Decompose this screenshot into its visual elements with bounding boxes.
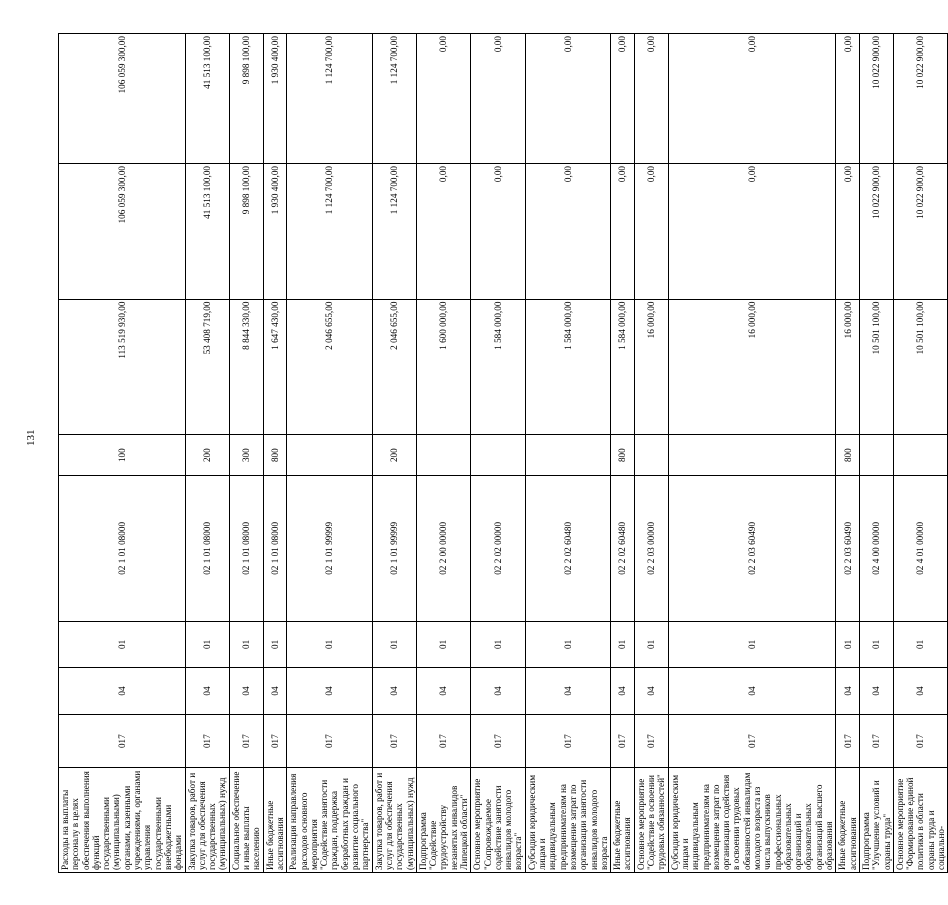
row-amount-1-cell: 53 408 719,00: [185, 299, 229, 435]
row-rz-cell: 04: [859, 668, 893, 715]
row-amount-3-cell: 1 930 400,00: [263, 34, 287, 164]
row-vr-cell: [859, 435, 893, 476]
table-row: [836, 34, 860, 873]
row-amount-1-cell: 16 000,00: [634, 299, 668, 435]
row-pr-cell: 01: [611, 621, 635, 668]
row-vr-cell: [893, 435, 947, 476]
row-ved-cell: 017: [185, 714, 229, 768]
row-csr-cell: 02 1 01 08000: [59, 476, 186, 621]
row-amount-1-cell: 1 647 430,00: [263, 299, 287, 435]
row-vr-cell: 200: [372, 435, 416, 476]
row-vr-cell: [416, 435, 470, 476]
row-ved-cell: 017: [525, 714, 610, 768]
row-name-cell: Расходы на выплаты персоналу в целях обеспечения выполнения функций государственными (муниципальными) органами, казенными учреждениями, органами управления государственными внебюджетными фондами: [59, 768, 186, 873]
row-amount-2-cell: 1 930 400,00: [263, 163, 287, 299]
table-row: [372, 34, 416, 873]
row-name-cell: Основное мероприятие "Формирование единой политики в области охраны труда и социально-: [893, 768, 947, 873]
row-amount-2-cell: 0,00: [416, 163, 470, 299]
row-ved-cell: 017: [229, 714, 263, 768]
row-ved-cell: 017: [471, 714, 525, 768]
row-name-cell: Субсидии юридическим лицам и индивидуальным предпринимателям на возмещение затрат по организации содействия в освоении трудовых обязанностей инвалидам молодого возраста из числа выпускников профессиональных образовательных организаций и образовательных организаций высшего образования: [668, 768, 836, 873]
row-vr-cell: 800: [611, 435, 635, 476]
row-pr-cell: 01: [287, 621, 372, 668]
row-rz-cell: 04: [471, 668, 525, 715]
row-csr-cell: 02 1 01 99999: [372, 476, 416, 621]
row-rz-cell: 04: [668, 668, 836, 715]
row-csr-cell: 02 2 03 60490: [668, 476, 836, 621]
row-pr-cell: 01: [668, 621, 836, 668]
row-amount-3-cell: 106 059 300,00: [59, 34, 186, 164]
row-rz-cell: 04: [372, 668, 416, 715]
row-rz-cell: 04: [611, 668, 635, 715]
row-csr-cell: 02 1 01 08000: [229, 476, 263, 621]
row-amount-3-cell: 0,00: [416, 34, 470, 164]
row-rz-cell: 04: [229, 668, 263, 715]
row-csr-cell: 02 2 03 00000: [634, 476, 668, 621]
row-vr-cell: [525, 435, 610, 476]
row-amount-2-cell: 9 898 100,00: [229, 163, 263, 299]
row-rz-cell: 04: [634, 668, 668, 715]
row-rz-cell: 04: [263, 668, 287, 715]
row-vr-cell: [471, 435, 525, 476]
row-amount-2-cell: 10 022 900,00: [859, 163, 893, 299]
row-ved-cell: 017: [263, 714, 287, 768]
row-csr-cell: 02 4 01 00000: [893, 476, 947, 621]
row-rz-cell: 04: [59, 668, 186, 715]
row-name-cell: Социальное обеспечение и иные выплаты населению: [229, 768, 263, 873]
budget-table-rotated: [58, 33, 947, 873]
row-amount-1-cell: 16 000,00: [836, 299, 860, 435]
row-pr-cell: 01: [634, 621, 668, 668]
row-amount-2-cell: 0,00: [634, 163, 668, 299]
row-rz-cell: 04: [416, 668, 470, 715]
row-ved-cell: 017: [634, 714, 668, 768]
row-amount-1-cell: 10 501 100,00: [893, 299, 947, 435]
row-pr-cell: 01: [893, 621, 947, 668]
table-row: [634, 34, 668, 873]
row-csr-cell: 02 1 01 08000: [263, 476, 287, 621]
page-number: 131: [25, 429, 37, 446]
row-rz-cell: 04: [836, 668, 860, 715]
row-csr-cell: 02 2 03 60490: [836, 476, 860, 621]
row-amount-2-cell: 0,00: [525, 163, 610, 299]
row-amount-1-cell: 1 584 000,00: [525, 299, 610, 435]
row-ved-cell: 017: [611, 714, 635, 768]
row-pr-cell: 01: [416, 621, 470, 668]
table-row: [859, 34, 893, 873]
row-pr-cell: 01: [229, 621, 263, 668]
row-name-cell: Закупка товаров, работ и услуг для обеспечения государственных (муниципальных) нужд: [185, 768, 229, 873]
row-amount-1-cell: 16 000,00: [668, 299, 836, 435]
row-rz-cell: 04: [893, 668, 947, 715]
row-amount-3-cell: 41 513 100,00: [185, 34, 229, 164]
row-vr-cell: [668, 435, 836, 476]
row-amount-3-cell: 10 022 900,00: [859, 34, 893, 164]
row-amount-2-cell: 1 124 700,00: [372, 163, 416, 299]
row-amount-2-cell: 106 059 300,00: [59, 163, 186, 299]
row-name-cell: Подпрограмма "Улучшение условий и охраны труда": [859, 768, 893, 873]
row-amount-2-cell: 0,00: [611, 163, 635, 299]
row-amount-2-cell: 0,00: [836, 163, 860, 299]
row-vr-cell: 300: [229, 435, 263, 476]
row-amount-2-cell: 10 022 900,00: [893, 163, 947, 299]
row-name-cell: Иные бюджетные ассигнования: [263, 768, 287, 873]
row-amount-1-cell: 113 519 930,00: [59, 299, 186, 435]
row-vr-cell: 800: [263, 435, 287, 476]
row-csr-cell: 02 4 00 00000: [859, 476, 893, 621]
table-row: [287, 34, 372, 873]
row-vr-cell: [634, 435, 668, 476]
budget-table: [58, 33, 948, 873]
row-amount-1-cell: 1 584 000,00: [471, 299, 525, 435]
row-pr-cell: 01: [263, 621, 287, 668]
row-ved-cell: 017: [287, 714, 372, 768]
row-vr-cell: [287, 435, 372, 476]
row-amount-1-cell: 2 046 655,00: [372, 299, 416, 435]
row-name-cell: Субсидии юридическим лицам и индивидуальным предпринимателям на возмещение затрат по организации занятости инвалидов молодого возраста: [525, 768, 610, 873]
row-name-cell: Подпрограмма "Содействие трудоустройству незанятых инвалидов Липецкой области": [416, 768, 470, 873]
row-amount-3-cell: 0,00: [471, 34, 525, 164]
table-row: [471, 34, 525, 873]
row-amount-3-cell: 9 898 100,00: [229, 34, 263, 164]
row-amount-3-cell: 0,00: [525, 34, 610, 164]
table-row: [893, 34, 947, 873]
row-name-cell: Основное мероприятие "Сопровождаемое содействие занятости инвалидов молодого возраста": [471, 768, 525, 873]
row-ved-cell: 017: [372, 714, 416, 768]
row-pr-cell: 01: [859, 621, 893, 668]
row-csr-cell: 02 2 00 00000: [416, 476, 470, 621]
row-amount-2-cell: 0,00: [668, 163, 836, 299]
row-name-cell: Реализация направления расходов основного мероприятия "Содействие занятости граждан, поддержка безработных граждан и развитие социального партнерства": [287, 768, 372, 873]
table-row: [263, 34, 287, 873]
row-vr-cell: 200: [185, 435, 229, 476]
row-amount-3-cell: 0,00: [836, 34, 860, 164]
row-ved-cell: 017: [836, 714, 860, 768]
row-rz-cell: 04: [185, 668, 229, 715]
row-rz-cell: 04: [525, 668, 610, 715]
row-amount-3-cell: 1 124 700,00: [287, 34, 372, 164]
row-ved-cell: 017: [893, 714, 947, 768]
row-amount-1-cell: 8 844 330,00: [229, 299, 263, 435]
row-vr-cell: 100: [59, 435, 186, 476]
table-row: [525, 34, 610, 873]
table-row: [59, 34, 186, 873]
table-row: [229, 34, 263, 873]
row-csr-cell: 02 1 01 08000: [185, 476, 229, 621]
row-pr-cell: 01: [836, 621, 860, 668]
row-csr-cell: 02 1 01 99999: [287, 476, 372, 621]
table-row: [611, 34, 635, 873]
table-row: [185, 34, 229, 873]
row-amount-2-cell: 41 513 100,00: [185, 163, 229, 299]
row-csr-cell: 02 2 02 60480: [525, 476, 610, 621]
row-amount-2-cell: 1 124 700,00: [287, 163, 372, 299]
row-pr-cell: 01: [372, 621, 416, 668]
row-amount-1-cell: 1 600 000,00: [416, 299, 470, 435]
row-csr-cell: 02 2 02 00000: [471, 476, 525, 621]
row-name-cell: Основное мероприятие "Содействие в освоении трудовых обязанностей": [634, 768, 668, 873]
row-amount-3-cell: 0,00: [668, 34, 836, 164]
row-name-cell: Иные бюджетные ассигнования: [611, 768, 635, 873]
row-amount-3-cell: 0,00: [634, 34, 668, 164]
row-amount-3-cell: 10 022 900,00: [893, 34, 947, 164]
row-rz-cell: 04: [287, 668, 372, 715]
row-vr-cell: 800: [836, 435, 860, 476]
table-row: [668, 34, 836, 873]
row-amount-2-cell: 0,00: [471, 163, 525, 299]
row-pr-cell: 01: [185, 621, 229, 668]
row-amount-1-cell: 2 046 655,00: [287, 299, 372, 435]
row-name-cell: Иные бюджетные ассигнования: [836, 768, 860, 873]
row-ved-cell: 017: [416, 714, 470, 768]
row-name-cell: Закупка товаров, работ и услуг для обеспечения государственных (муниципальных) нужд: [372, 768, 416, 873]
table-row: [416, 34, 470, 873]
row-ved-cell: 017: [668, 714, 836, 768]
row-pr-cell: 01: [471, 621, 525, 668]
row-ved-cell: 017: [59, 714, 186, 768]
row-amount-1-cell: 1 584 000,00: [611, 299, 635, 435]
row-pr-cell: 01: [525, 621, 610, 668]
budget-table-body: [59, 34, 948, 873]
row-amount-3-cell: 0,00: [611, 34, 635, 164]
row-pr-cell: 01: [59, 621, 186, 668]
row-amount-3-cell: 1 124 700,00: [372, 34, 416, 164]
row-csr-cell: 02 2 02 60480: [611, 476, 635, 621]
row-ved-cell: 017: [859, 714, 893, 768]
row-amount-1-cell: 10 501 100,00: [859, 299, 893, 435]
